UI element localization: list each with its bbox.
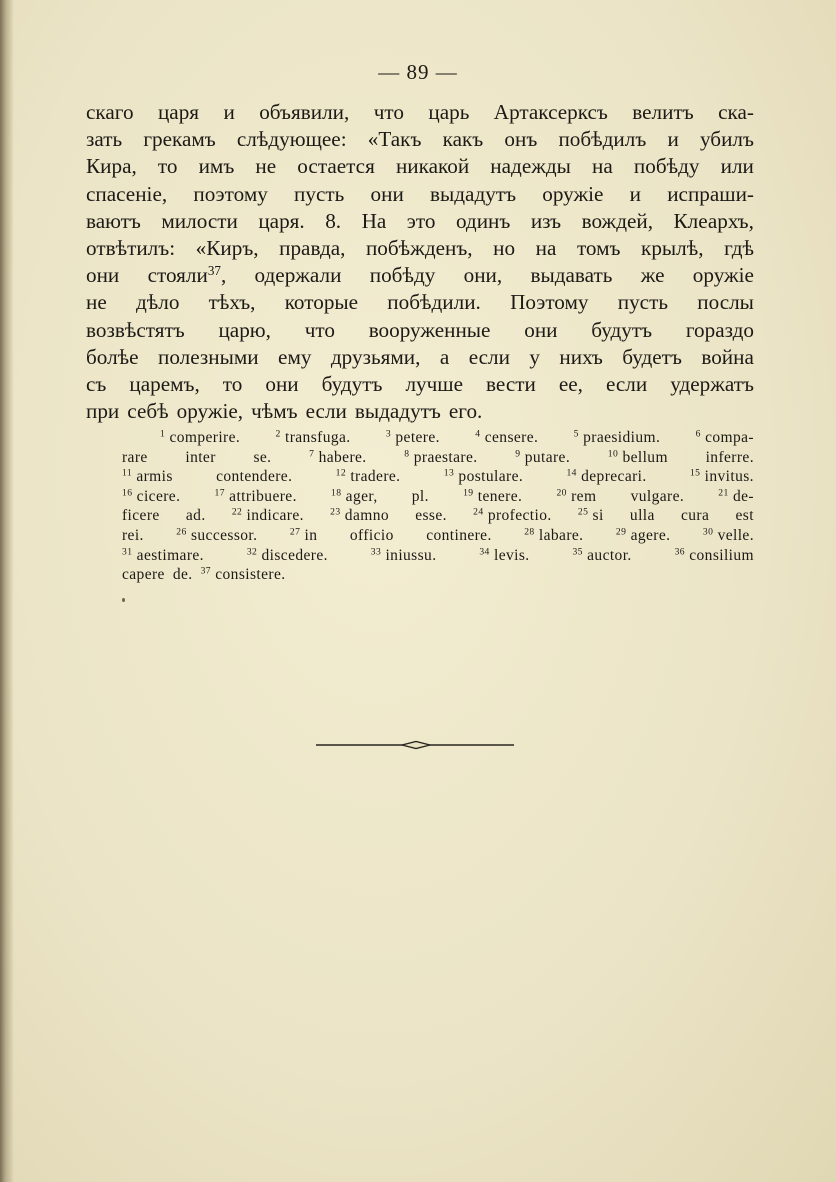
- footnote-line: [122, 467, 754, 487]
- page-number: — 89 —: [378, 60, 458, 84]
- paper-speck: [122, 598, 125, 602]
- text-line: [86, 208, 754, 235]
- text-line: [86, 235, 754, 262]
- footnote-term: $^{32}$ discedere.: [246, 546, 328, 564]
- footnote-term: $^{37}$ consistere.: [200, 565, 286, 584]
- word: скаго: [86, 100, 134, 124]
- word: никакой: [395, 154, 470, 179]
- page-binding-edge: [0, 0, 14, 1182]
- footnote-line: [122, 428, 754, 448]
- footnote-term: ad.: [185, 507, 206, 525]
- word: побѣду: [369, 263, 436, 288]
- footnote-term: $^2$ transfuga.: [275, 428, 351, 446]
- footnote-marker: 8: [404, 448, 410, 460]
- word: на: [535, 235, 557, 260]
- word: ваютъ: [86, 208, 141, 233]
- footnote-term: $^3$ petere.: [385, 428, 440, 446]
- footnote-term: officio: [349, 526, 394, 544]
- footnote-marker: 16: [122, 487, 133, 499]
- main-text: [86, 99, 754, 425]
- text-line: [86, 317, 754, 344]
- word: ска-: [718, 100, 754, 124]
- footnote-marker: 30: [702, 526, 714, 538]
- word: гдѣ: [724, 235, 754, 260]
- word: «Такъ: [367, 127, 422, 152]
- footnote-term: inferre.: [705, 448, 754, 466]
- footnote-marker: 14: [566, 467, 577, 479]
- footnote-term: $^{36}$ consilium: [674, 546, 754, 564]
- word: онъ: [504, 127, 538, 152]
- footnote-term: $^{27}$ in: [289, 526, 318, 544]
- footnote-marker: 25: [577, 507, 589, 519]
- footnote-marker: 7: [309, 448, 315, 460]
- footnote-term: $^5$ praesidium.: [573, 428, 661, 446]
- footnote-term: inter: [185, 448, 216, 466]
- footnote-line: [122, 526, 754, 546]
- word: оружіе: [692, 263, 754, 288]
- footnote-term: $^{20}$ rem: [556, 487, 597, 505]
- footnote-term: $^{12}$ tradere.: [335, 467, 401, 486]
- word: на: [592, 154, 613, 179]
- footnote-marker: 12: [335, 467, 347, 479]
- footnote-marker: 32: [246, 546, 258, 558]
- footnote-marker: 27: [289, 526, 301, 538]
- footnote-line: [122, 565, 754, 585]
- footnote-marker: 9: [515, 448, 521, 460]
- footnote-marker: 10: [607, 448, 619, 460]
- footnote-marker: 37: [200, 565, 211, 577]
- footnote-term: $^{35}$ auctor.: [572, 546, 632, 564]
- word: пусть: [294, 181, 345, 206]
- word: это: [406, 208, 436, 233]
- text-line: [86, 99, 754, 126]
- footnote-term: $^1$ comperire.: [160, 428, 241, 446]
- word: и: [629, 181, 641, 206]
- word: зать: [86, 127, 123, 152]
- word: испраши-: [667, 181, 754, 206]
- text-line: [86, 262, 754, 289]
- footnote-line: [122, 546, 754, 566]
- footnote-marker: 19: [463, 487, 474, 499]
- footnote-marker: 34: [479, 546, 490, 558]
- word: какъ: [442, 127, 484, 152]
- footnote-marker: 13: [443, 467, 455, 479]
- word: они: [524, 317, 558, 342]
- word: побѣжденъ,: [365, 235, 473, 260]
- word: не: [255, 154, 277, 179]
- footnote-marker: 35: [572, 546, 583, 558]
- footnote-term: continere.: [426, 526, 492, 544]
- word: Клеархъ,: [673, 208, 754, 233]
- word: они,: [463, 263, 503, 288]
- footnote-term: $^{19}$ tenere.: [463, 487, 523, 505]
- text-line: [86, 289, 754, 316]
- word: у: [529, 344, 540, 369]
- word: побѣдили.: [387, 290, 481, 315]
- word: остается: [297, 154, 375, 179]
- footnote-marker: 29: [615, 526, 627, 538]
- word: но: [493, 235, 516, 260]
- word: ее,: [558, 371, 583, 396]
- word: болѣе: [86, 344, 139, 369]
- text-line: [86, 398, 754, 425]
- word: Кира,: [86, 154, 137, 179]
- footnote-term: $^7$ habere.: [309, 448, 367, 466]
- word: Артаксерксъ: [493, 100, 608, 124]
- footnote-marker: 15: [689, 467, 701, 479]
- footnote-term: $^{24}$ profectio.: [473, 507, 552, 525]
- word: правда,: [279, 235, 346, 260]
- footnote-marker: 28: [524, 526, 535, 538]
- word: велитъ: [632, 100, 694, 124]
- word: они: [265, 371, 299, 396]
- word: будетъ: [622, 344, 682, 369]
- word: вооруженные: [368, 317, 491, 342]
- word: если: [605, 371, 648, 396]
- word: которые: [284, 290, 359, 315]
- word: выдадутъ: [430, 181, 517, 206]
- footnote-term: rare: [122, 448, 148, 466]
- word: лучше: [405, 371, 464, 396]
- footnote-term: cura: [680, 507, 710, 525]
- word: будутъ: [321, 371, 383, 396]
- word: друзьями,: [330, 344, 421, 369]
- footnote-term: $^{11}$ armis: [122, 467, 173, 486]
- footnote-term: $^{29}$ agere.: [615, 526, 671, 544]
- word: то: [157, 154, 178, 179]
- footnote-term: $^4$ censere.: [475, 428, 539, 446]
- word: и: [223, 100, 235, 124]
- word: будутъ: [591, 317, 653, 342]
- footnote-term: se.: [253, 448, 272, 466]
- word: оружіе: [542, 181, 604, 206]
- footnote-term: $^9$ putare.: [515, 448, 571, 466]
- word: и: [667, 127, 679, 152]
- word: съ: [86, 371, 107, 396]
- footnote-term: $^6$ compa-: [695, 428, 754, 446]
- word: царь: [428, 100, 470, 124]
- word: при: [86, 399, 120, 424]
- word: же: [640, 263, 665, 288]
- footnote-marker: 1: [160, 428, 166, 440]
- footnote-marker: 26: [176, 526, 187, 538]
- text-line: [86, 153, 754, 180]
- word: тѣхъ,: [208, 290, 256, 315]
- footnote-term: $^{16}$ cicere.: [122, 487, 181, 505]
- word: чѣмъ: [251, 399, 298, 424]
- footnote-marker: 31: [122, 546, 133, 558]
- word: стояли$^{37}$,: [147, 262, 227, 288]
- word: томъ: [576, 235, 621, 260]
- footnote-marker: 11: [122, 467, 133, 479]
- footnote-term: $^{26}$ successor.: [176, 526, 258, 544]
- footnote-term: $^{33}$ iniussu.: [370, 546, 437, 564]
- footnote-marker: 4: [475, 428, 481, 440]
- footnote-marker: 21: [718, 487, 729, 499]
- footnote-marker: 22: [231, 507, 243, 519]
- text-line: [86, 344, 754, 371]
- footnote-term: esse.: [415, 507, 447, 525]
- footnote-marker: 17: [214, 487, 225, 499]
- footnote-marker: 6: [695, 428, 701, 440]
- footnote-term: contendere.: [216, 468, 293, 486]
- footnote-term: $^{30}$ velle.: [702, 526, 754, 544]
- footnote-marker: 20: [556, 487, 567, 499]
- word: не: [86, 290, 107, 315]
- text-line: [86, 181, 754, 208]
- word: послы: [697, 290, 754, 315]
- word: На: [361, 208, 387, 233]
- text-line: [86, 126, 754, 153]
- footnote-term: $^{15}$ invitus.: [689, 467, 754, 486]
- word: полезными: [158, 344, 259, 369]
- word: отвѣтилъ:: [86, 235, 176, 260]
- footnote-term: ulla: [629, 507, 655, 525]
- word: дѣло: [135, 290, 180, 315]
- word: война: [701, 344, 754, 369]
- footnote-marker: 18: [331, 487, 342, 499]
- footnote-marker: 37: [207, 262, 221, 278]
- footnote-marker: 23: [330, 507, 341, 519]
- word: или: [720, 154, 754, 179]
- footnote-term: $^{22}$ indicare.: [231, 507, 304, 525]
- word: имъ: [198, 154, 235, 179]
- footnote-term: vulgare.: [630, 487, 685, 505]
- word: они: [370, 181, 404, 206]
- word: 8.: [325, 208, 342, 233]
- word: убилъ: [699, 127, 754, 152]
- footnote-term: de.: [172, 566, 193, 584]
- word: ему: [278, 344, 312, 369]
- word: изъ: [530, 208, 562, 233]
- footnote-marker: 2: [275, 428, 281, 440]
- word: пусть: [617, 290, 668, 315]
- footnote-term: $^8$ praestare.: [404, 448, 478, 466]
- word: удержатъ: [670, 371, 754, 396]
- word: если: [305, 399, 347, 424]
- word: одержали: [254, 263, 342, 288]
- word: «Киръ,: [195, 235, 259, 260]
- footnote-line: [122, 448, 754, 468]
- footnote-term: capere: [122, 566, 165, 584]
- footnote-marker: 33: [370, 546, 382, 558]
- word: милости: [161, 208, 238, 233]
- footnote-line: [122, 487, 754, 507]
- word: побѣдилъ: [558, 127, 647, 152]
- word: то: [222, 371, 243, 396]
- footnote-term: $^{25}$ si: [577, 507, 604, 525]
- footnote-marker: 36: [674, 546, 685, 558]
- word: гораздо: [685, 317, 754, 342]
- word: побѣду: [633, 154, 700, 179]
- footnote-term: pl.: [411, 487, 429, 505]
- word: одинъ: [455, 208, 511, 233]
- word: вождей,: [581, 208, 654, 233]
- word: царя.: [258, 208, 305, 233]
- footnote-term: est: [735, 507, 754, 525]
- footnote-line: [122, 506, 754, 526]
- word: грекамъ: [143, 127, 216, 152]
- footnote-term: $^{21}$ de-: [718, 487, 754, 505]
- footnote-term: $^{17}$ attribuere.: [214, 487, 297, 505]
- word: поэтому: [193, 181, 268, 206]
- word: нихъ: [559, 344, 603, 369]
- word: царемъ,: [129, 371, 200, 396]
- word: выдавать: [530, 263, 613, 288]
- footnote-term: ficere: [122, 507, 160, 525]
- word: надежды: [490, 154, 571, 179]
- footnote-term: $^{14}$ deprecari.: [566, 467, 647, 486]
- word: спасеніе,: [86, 181, 168, 206]
- ornamental-rule-icon: [316, 739, 514, 751]
- word: выдадутъ: [354, 399, 441, 424]
- footnote-term: $^{23}$ damno: [330, 507, 389, 525]
- word: царя: [157, 100, 200, 124]
- word: его.: [448, 399, 483, 424]
- word: объявили,: [259, 100, 350, 124]
- word: себѣ: [127, 399, 169, 424]
- word: Поэтому: [510, 290, 589, 315]
- word: слѣдующее:: [236, 127, 347, 152]
- word: крылѣ,: [641, 235, 704, 260]
- footnote-term: $^{13}$ postulare.: [443, 467, 524, 486]
- word: возвѣстятъ: [86, 317, 185, 342]
- text-line: [86, 371, 754, 398]
- word: если: [468, 344, 510, 369]
- footnote-term: $^{10}$ bellum: [607, 448, 668, 466]
- footnote-marker: 5: [573, 428, 579, 440]
- footnote-term: rei.: [122, 526, 144, 544]
- footnote-marker: 3: [385, 428, 392, 440]
- word: что: [373, 100, 404, 124]
- footnote-term: $^{34}$ levis.: [479, 546, 530, 564]
- footnotes: [122, 428, 754, 585]
- footnote-marker: 24: [473, 507, 484, 519]
- footnote-term: $^{18}$ ager,: [331, 487, 378, 505]
- word: царю,: [218, 317, 271, 342]
- word: а: [439, 344, 450, 369]
- word: они: [86, 263, 120, 288]
- word: вести: [486, 371, 536, 396]
- footnote-term: $^{31}$ aestimare.: [122, 546, 204, 564]
- word: что: [304, 317, 335, 342]
- footnote-term: $^{28}$ labare.: [524, 526, 584, 544]
- word: оружіе,: [176, 399, 244, 424]
